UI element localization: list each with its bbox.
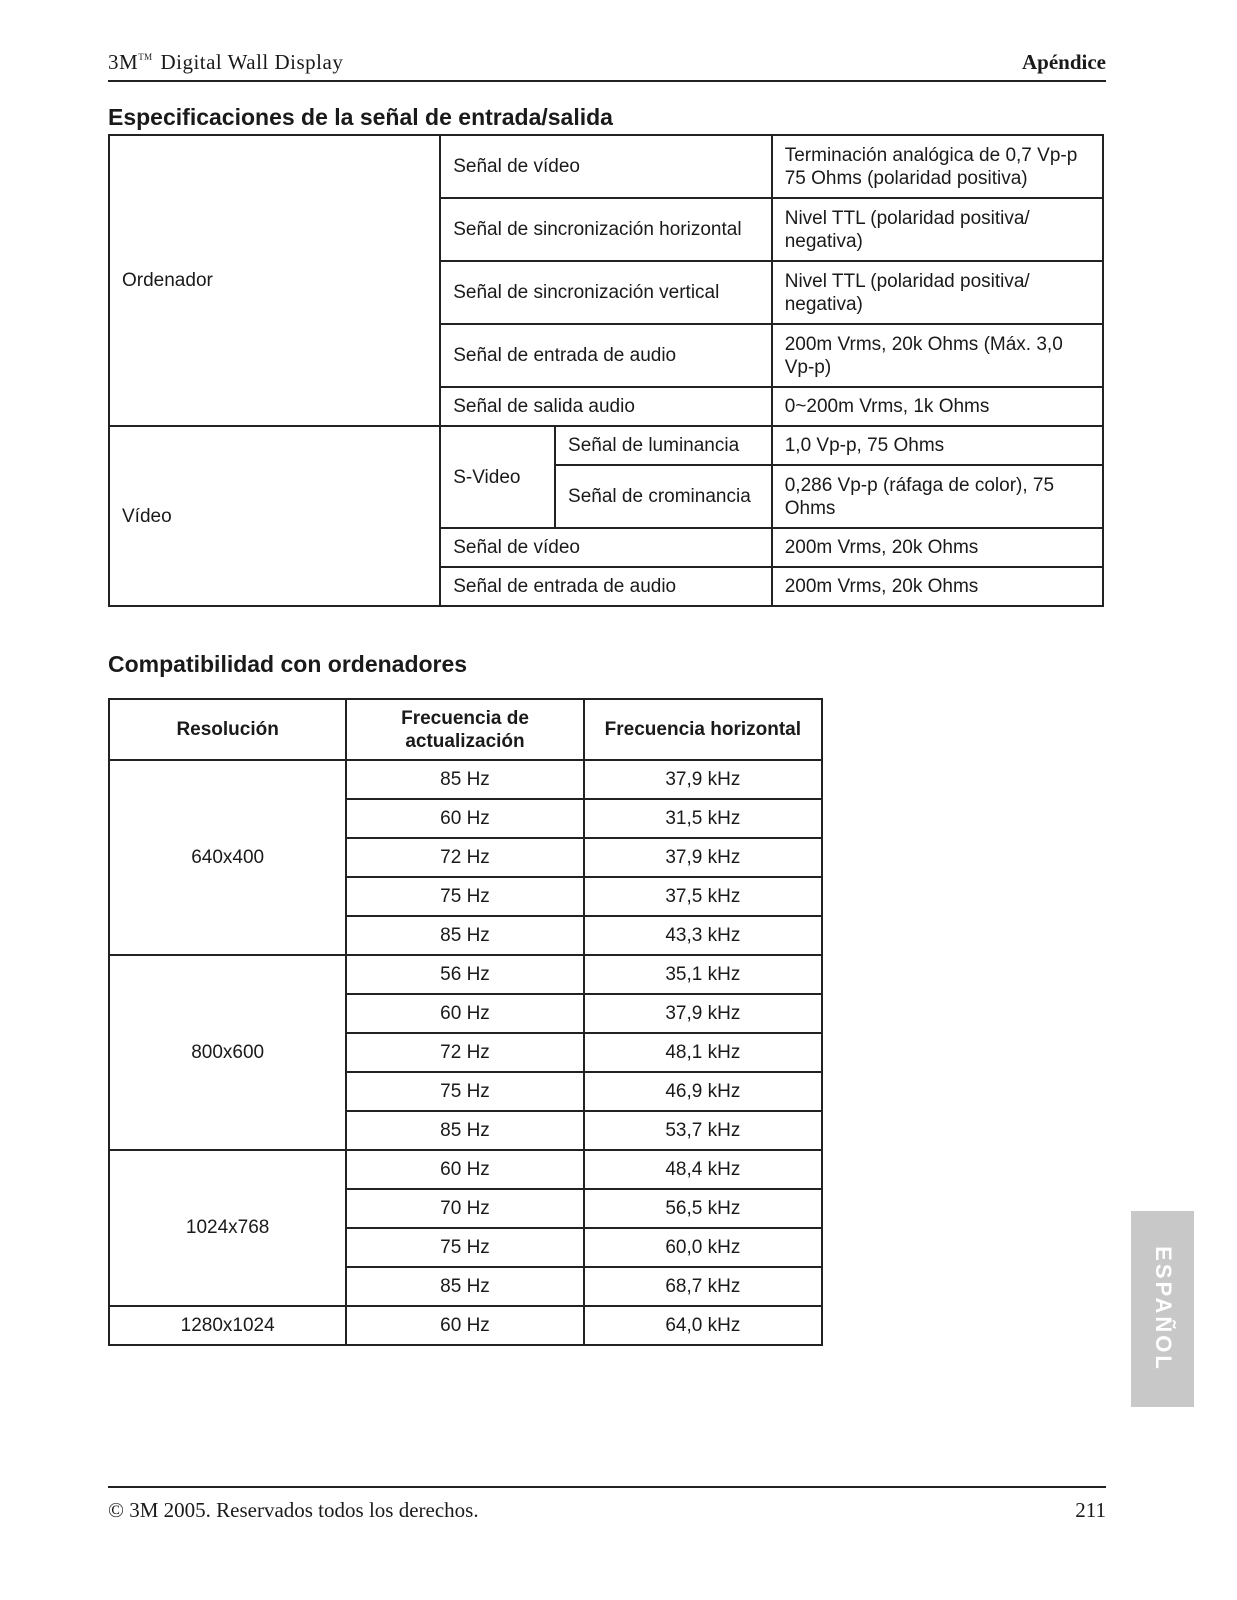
compatibility-table-body (109, 760, 822, 1345)
refresh-rate-cell: 60 Hz (346, 1150, 583, 1189)
table-row (109, 135, 1103, 198)
language-tab (1131, 1211, 1194, 1407)
horizontal-frequency-cell: 37,9 kHz (584, 994, 822, 1033)
column-header-horizontal-frequency: Frecuencia horizontal (584, 699, 822, 760)
refresh-rate-cell: 56 Hz (346, 955, 583, 994)
group-label-ordenador: Ordenador (109, 135, 440, 426)
refresh-rate-cell: 85 Hz (346, 760, 583, 799)
signal-name: Señal de sincronización vertical (440, 261, 772, 324)
language-tab-label: ESPAÑOL (1150, 1246, 1176, 1372)
page-number: 211 (1075, 1498, 1106, 1522)
refresh-rate-cell: 85 Hz (346, 1111, 583, 1150)
horizontal-frequency-cell: 31,5 kHz (584, 799, 822, 838)
copyright-notice: © 3M 2005. Reservados todos los derechos. (108, 1498, 479, 1522)
signal-value: 200m Vrms, 20k Ohms (772, 528, 1103, 567)
table-row (109, 1150, 822, 1189)
signal-name: Señal de vídeo (440, 528, 772, 567)
horizontal-frequency-cell: 37,9 kHz (584, 760, 822, 799)
signal-value: Terminación analógica de 0,7 Vp-p 75 Ohms (polaridad positiva) (772, 135, 1103, 198)
document-title (108, 50, 343, 75)
signal-value: Nivel TTL (polaridad positiva/ negativa) (772, 198, 1103, 261)
signal-value: 1,0 Vp-p, 75 Ohms (772, 426, 1103, 465)
signal-name: Señal de salida audio (440, 387, 772, 426)
refresh-rate-cell: 72 Hz (346, 1033, 583, 1072)
table-row (109, 426, 1103, 465)
signal-value: 200m Vrms, 20k Ohms (Máx. 3,0 Vp-p) (772, 324, 1103, 387)
resolution-cell: 800x600 (109, 955, 346, 1150)
refresh-rate-cell: 72 Hz (346, 838, 583, 877)
horizontal-frequency-cell: 68,7 kHz (584, 1267, 822, 1306)
signal-name: Señal de entrada de audio (440, 324, 772, 387)
refresh-rate-cell: 60 Hz (346, 799, 583, 838)
horizontal-frequency-cell: 48,4 kHz (584, 1150, 822, 1189)
trademark-mark: TM (138, 52, 153, 62)
signal-value: 0,286 Vp-p (ráfaga de color), 75 Ohms (772, 465, 1103, 528)
product-name: Digital Wall Display (154, 50, 344, 74)
resolution-cell: 1024x768 (109, 1150, 346, 1306)
table-row (109, 760, 822, 799)
refresh-rate-cell: 75 Hz (346, 1072, 583, 1111)
horizontal-frequency-cell: 37,5 kHz (584, 877, 822, 916)
signal-name: Señal de sincronización horizontal (440, 198, 772, 261)
signal-value: 0~200m Vrms, 1k Ohms (772, 387, 1103, 426)
signal-value: 200m Vrms, 20k Ohms (772, 567, 1103, 606)
page-footer (108, 1486, 1106, 1522)
table-row (109, 955, 822, 994)
signal-name: Señal de luminancia (555, 426, 772, 465)
horizontal-frequency-cell: 35,1 kHz (584, 955, 822, 994)
resolution-cell: 640x400 (109, 760, 346, 955)
signal-name: Señal de entrada de audio (440, 567, 772, 606)
table-row (109, 1306, 822, 1345)
horizontal-frequency-cell: 46,9 kHz (584, 1072, 822, 1111)
horizontal-frequency-cell: 43,3 kHz (584, 916, 822, 955)
specs-heading: Especificaciones de la señal de entrada/salida (108, 104, 613, 130)
refresh-rate-cell: 70 Hz (346, 1189, 583, 1228)
resolution-cell: 1280x1024 (109, 1306, 346, 1345)
signal-value: Nivel TTL (polaridad positiva/ negativa) (772, 261, 1103, 324)
svideo-label: S-Video (440, 426, 555, 528)
horizontal-frequency-cell: 56,5 kHz (584, 1189, 822, 1228)
horizontal-frequency-cell: 60,0 kHz (584, 1228, 822, 1267)
page-header (108, 46, 1106, 82)
signal-name: Señal de crominancia (555, 465, 772, 528)
section-name: Apéndice (1022, 50, 1106, 74)
refresh-rate-cell: 75 Hz (346, 1228, 583, 1267)
column-header-resolution: Resolución (109, 699, 346, 760)
compat-heading: Compatibilidad con ordenadores (108, 651, 468, 677)
horizontal-frequency-cell: 64,0 kHz (584, 1306, 822, 1345)
brand-name: 3M (108, 50, 139, 74)
signal-name: Señal de vídeo (440, 135, 772, 198)
column-header-refresh-rate: Frecuencia de actualización (346, 699, 583, 760)
horizontal-frequency-cell: 48,1 kHz (584, 1033, 822, 1072)
table-header-row (109, 699, 822, 760)
io-signal-spec-table (108, 134, 1104, 607)
refresh-rate-cell: 60 Hz (346, 1306, 583, 1345)
group-label-video: Vídeo (109, 426, 440, 606)
refresh-rate-cell: 75 Hz (346, 877, 583, 916)
refresh-rate-cell: 85 Hz (346, 1267, 583, 1306)
compatibility-table (108, 698, 823, 1346)
refresh-rate-cell: 85 Hz (346, 916, 583, 955)
horizontal-frequency-cell: 37,9 kHz (584, 838, 822, 877)
horizontal-frequency-cell: 53,7 kHz (584, 1111, 822, 1150)
refresh-rate-cell: 60 Hz (346, 994, 583, 1033)
